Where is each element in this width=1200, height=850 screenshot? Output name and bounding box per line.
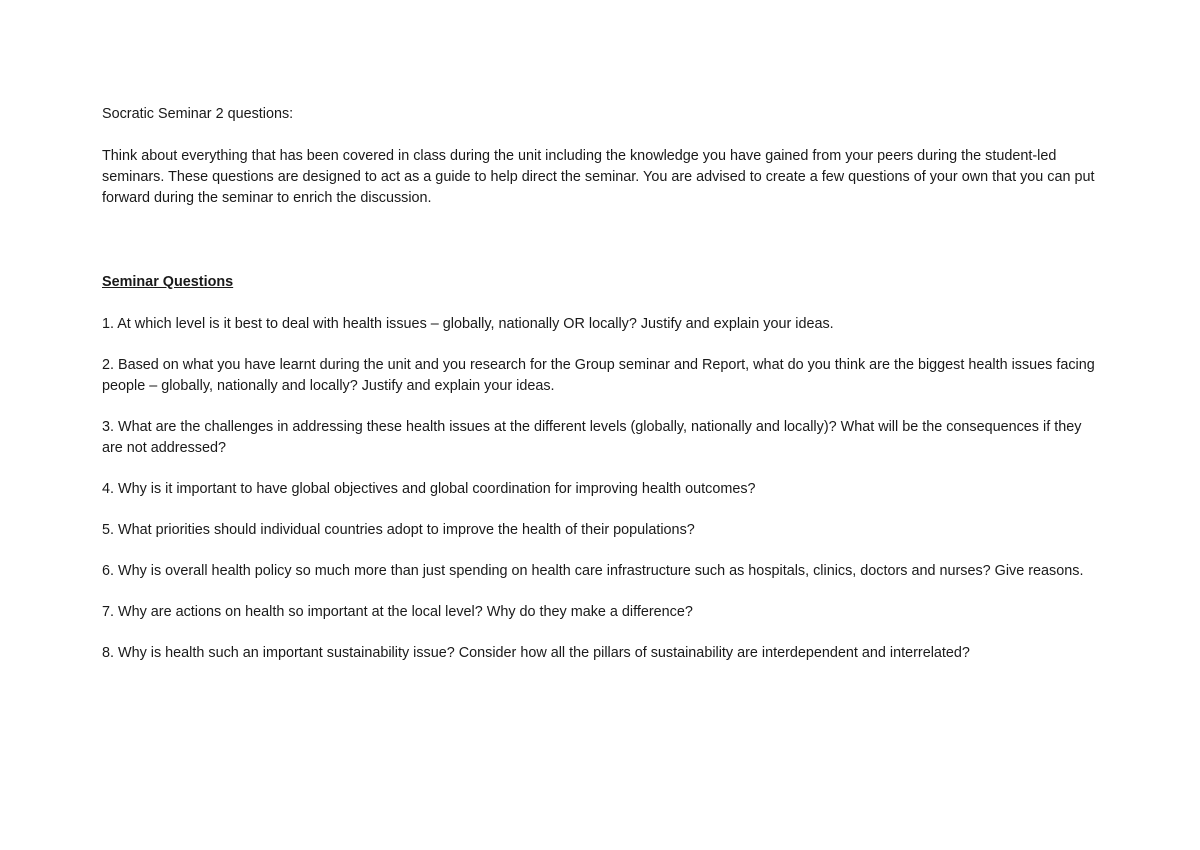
document-title: Socratic Seminar 2 questions: xyxy=(102,106,294,122)
question-item: 5. What priorities should individual countries adopt to improve the health of their populations? xyxy=(102,522,695,538)
question-item: 2. Based on what you have learnt during the unit and you research for the Group seminar and Report, what do you think are the biggest health issues facing people – globally, nationally and locally? Justify and explain your ideas. xyxy=(102,357,1095,394)
intro-paragraph: Think about everything that has been covered in class during the unit including the knowledge you have gained from your peers during the student-led seminars. These questions are designed to act as a guide to help direct the seminar. You are advised to create a few questions of your own that you can put forward during the seminar to enrich the discussion. xyxy=(102,148,1095,206)
question-item: 7. Why are actions on health so important at the local level? Why do they make a difference? xyxy=(102,604,693,620)
question-item: 4. Why is it important to have global objectives and global coordination for improving health outcomes? xyxy=(102,481,756,497)
question-item: 3. What are the challenges in addressing these health issues at the different levels (globally, nationally and locally)? What will be the consequences if they are not addressed? xyxy=(102,419,1082,456)
question-item: 8. Why is health such an important sustainability issue? Consider how all the pillars of sustainability are interdependent and interrelated? xyxy=(102,645,970,661)
document-content xyxy=(102,104,1102,684)
question-item: 6. Why is overall health policy so much more than just spending on health care infrastructure such as hospitals, clinics, doctors and nurses? Give reasons. xyxy=(102,563,1084,579)
section-heading: Seminar Questions xyxy=(102,274,234,290)
question-item: 1. At which level is it best to deal with health issues – globally, nationally OR locally? Justify and explain your ideas. xyxy=(102,316,834,332)
spacer xyxy=(102,209,1102,272)
